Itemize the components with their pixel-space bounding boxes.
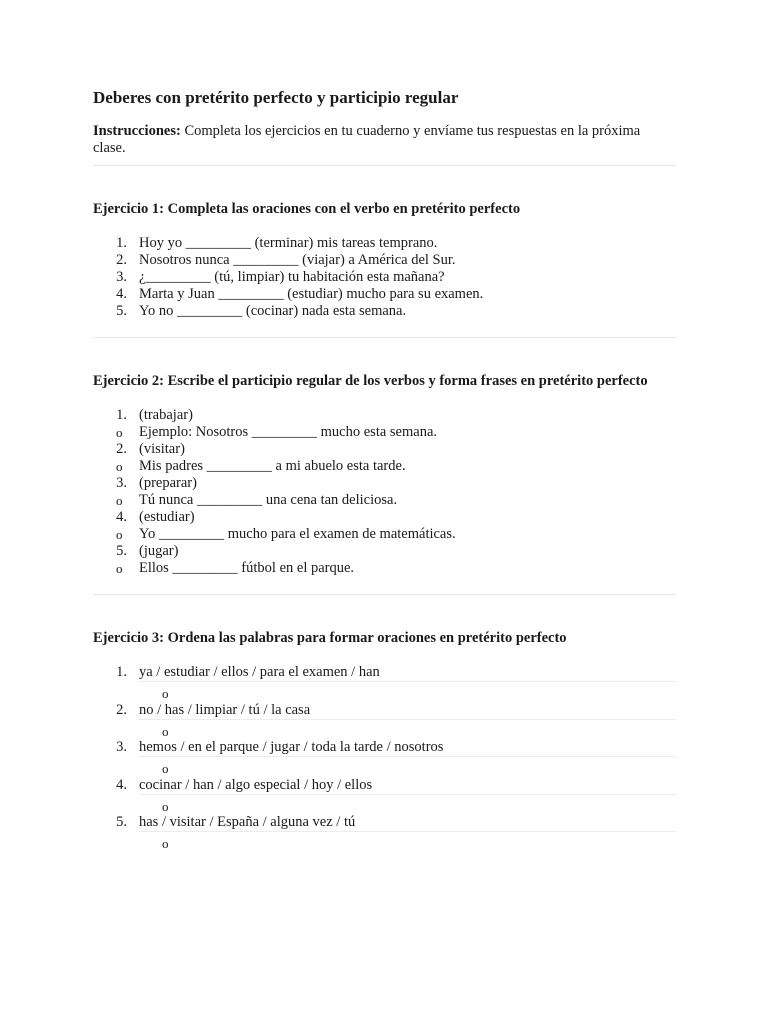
- bullet-icon: o: [162, 836, 169, 851]
- exercise-3-heading: Ejercicio 3: Ordena las palabras para formar oraciones en pretérito perfecto: [93, 630, 567, 646]
- item-text: Marta y Juan _________ (estudiar) mucho para su examen.: [139, 286, 484, 302]
- sub-item-text: Mis padres _________ a mi abuelo esta tarde.: [139, 458, 406, 474]
- bullet-icon: o: [116, 561, 123, 576]
- instructions-text: Completa los ejercicios en tu cuaderno y envíame tus respuestas en la próxima clase.: [93, 123, 641, 156]
- exercise-3-list: [93, 664, 676, 852]
- item-number: 5.: [116, 303, 127, 319]
- bullet-icon: o: [116, 425, 123, 440]
- list-item: [93, 777, 676, 815]
- item-text: Yo no _________ (cocinar) nada esta semana.: [139, 303, 407, 319]
- item-text: Hoy yo _________ (terminar) mis tareas temprano.: [139, 235, 438, 251]
- list-item: [93, 664, 676, 702]
- item-verb: (trabajar): [139, 407, 193, 423]
- exercise-1-list: [93, 235, 676, 320]
- list-item: [93, 286, 676, 303]
- list-item: [93, 441, 676, 458]
- exercise-2-list: [93, 407, 676, 577]
- divider: [93, 165, 676, 166]
- instructions: [93, 123, 676, 157]
- list-item: [93, 407, 676, 424]
- bullet-icon: o: [116, 459, 123, 474]
- item-number: 2.: [116, 701, 127, 718]
- item-number: 1.: [116, 235, 127, 251]
- item-number: 3.: [116, 269, 127, 285]
- list-item: [93, 543, 676, 560]
- sub-item-text: Tú nunca _________ una cena tan deliciosa.: [139, 492, 398, 508]
- item-number: 5.: [116, 814, 127, 830]
- list-item: [93, 739, 676, 777]
- answer-line: [139, 756, 676, 757]
- item-verb: (visitar): [139, 441, 185, 457]
- sub-item-text: Ejemplo: Nosotros _________ mucho esta semana.: [139, 424, 438, 440]
- bullet-icon: o: [116, 527, 123, 542]
- item-text: cocinar / han / algo especial / hoy / ellos: [139, 776, 373, 793]
- item-number: 4.: [116, 286, 127, 302]
- answer-line: [139, 831, 676, 832]
- exercise-2-heading: Ejercicio 2: Escribe el participio regular de los verbos y forma frases en pretérito perfecto: [93, 373, 648, 389]
- list-item: [93, 252, 676, 269]
- item-number: 1.: [116, 664, 127, 680]
- bullet-icon: o: [162, 723, 169, 739]
- item-verb: (preparar): [139, 475, 197, 491]
- sub-item: [93, 560, 676, 577]
- item-number: 5.: [116, 543, 127, 559]
- divider: [93, 337, 676, 338]
- sub-item-text: Yo _________ mucho para el examen de matemáticas.: [139, 526, 456, 542]
- answer-line: [139, 681, 676, 682]
- list-item: [93, 702, 676, 740]
- list-item: [93, 509, 676, 526]
- item-text: has / visitar / España / alguna vez / tú: [139, 814, 356, 830]
- bullet-icon: o: [162, 686, 169, 701]
- sub-item: [93, 492, 676, 509]
- list-item: [93, 303, 676, 320]
- bullet-icon: o: [162, 798, 169, 814]
- list-item: [93, 269, 676, 286]
- answer-line: [139, 719, 676, 720]
- list-item: [93, 235, 676, 252]
- item-number: 3.: [116, 475, 127, 491]
- item-verb: (jugar): [139, 543, 179, 559]
- exercise-1-heading: Ejercicio 1: Completa las oraciones con el verbo en pretérito perfecto: [93, 201, 521, 217]
- item-text: no / has / limpiar / tú / la casa: [139, 701, 311, 718]
- item-text: ya / estudiar / ellos / para el examen / han: [139, 664, 380, 680]
- instructions-label: Instrucciones:: [93, 123, 181, 139]
- list-item: [93, 814, 676, 852]
- item-number: 1.: [116, 407, 127, 423]
- item-number: 3.: [116, 739, 127, 755]
- sub-item: [93, 458, 676, 475]
- worksheet: [93, 88, 676, 852]
- list-item: [93, 475, 676, 492]
- item-number: 2.: [116, 252, 127, 268]
- item-text: Nosotros nunca _________ (viajar) a América del Sur.: [139, 252, 456, 268]
- sub-item: [93, 424, 676, 441]
- page-title: Deberes con pretérito perfecto y participio regular: [93, 88, 459, 107]
- sub-item: [93, 526, 676, 543]
- item-text: hemos / en el parque / jugar / toda la tarde / nosotros: [139, 739, 444, 755]
- bullet-icon: o: [162, 761, 169, 776]
- answer-line: [139, 794, 676, 795]
- item-text: ¿_________ (tú, limpiar) tu habitación esta mañana?: [139, 269, 445, 285]
- item-number: 4.: [116, 509, 127, 525]
- bullet-icon: o: [116, 493, 123, 508]
- sub-item-text: Ellos _________ fútbol en el parque.: [139, 560, 355, 576]
- item-verb: (estudiar): [139, 509, 195, 525]
- item-number: 2.: [116, 441, 127, 457]
- item-number: 4.: [116, 776, 127, 793]
- divider: [93, 594, 676, 595]
